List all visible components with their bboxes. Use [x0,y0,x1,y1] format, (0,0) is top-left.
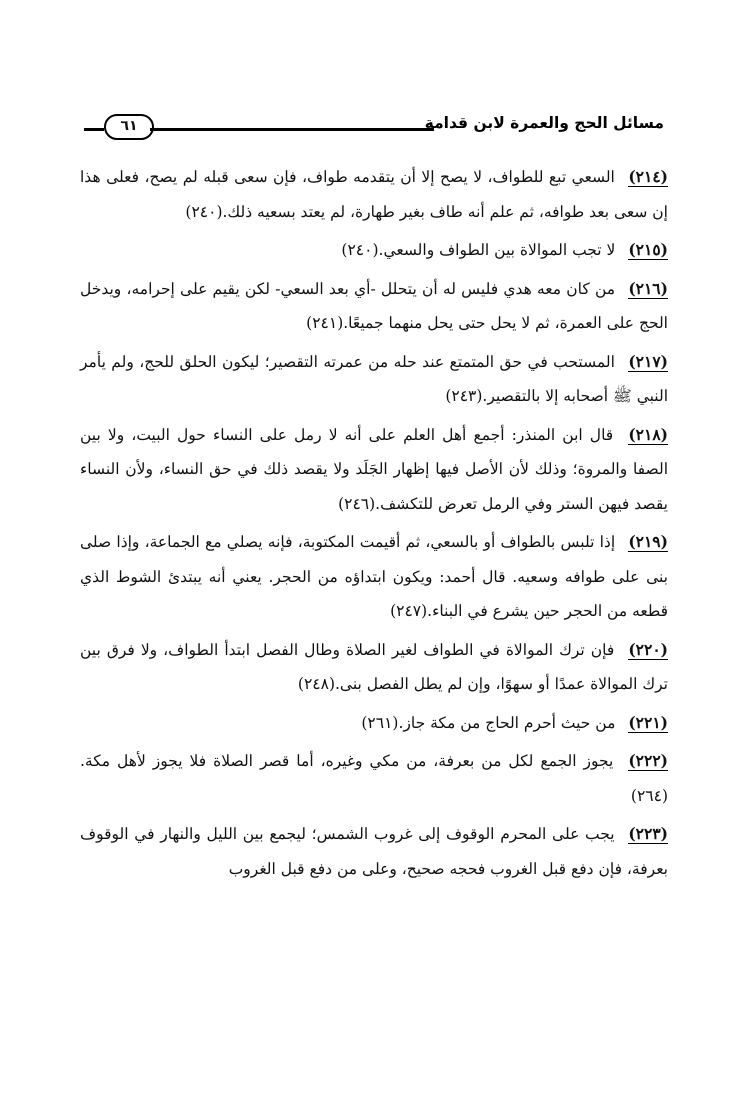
entry-219 [80,525,668,629]
entry-number: (٢٢٢) [628,751,668,770]
entry-215 [80,233,668,268]
entry-text: لا تجب الموالاة بين الطواف والسعي.(٢٤٠) [341,241,616,259]
entry-text: يجوز الجمع لكل من بعرفة، من مكي وغيره، أما قصر الصلاة فلا يجوز لأهل مكة.(٢٦٤) [80,752,668,805]
entry-number: (٢١٨) [628,424,668,444]
entry-text: يجب على المحرم الوقوف إلى غروب الشمس؛ ليجمع بين الليل والنهار في الوقوف بعرفة، فإن دفع قبل الغروب فحجه صحيح، وعلى من دفع قبل الغروب [80,825,668,878]
entry-216 [80,272,668,341]
entry-text: السعي تبع للطواف، لا يصح إلا أن يتقدمه طواف، فإن سعى قبله لم يصح، فعلى هذا إن سعى بعد طوافه، ثم علم أنه طاف بغير طهارة، لم يعتد بسعيه ذلك.(٢٤٠) [80,168,668,221]
page-body [80,160,668,890]
entry-number: (٢٢١) [628,712,668,732]
entry-222 [80,744,668,813]
entry-number: (٢١٩) [628,532,668,551]
header-rule-left [84,128,104,131]
entry-number: (٢٢٣) [628,824,668,843]
entry-text: المستحب في حق المتمتع عند حله من عمرته التقصير؛ ليكون الحلق للحج، ولم يأمر النبي ﷺ أصحابه إلا بالتقصير.(٢٤٣) [80,352,668,405]
entry-221 [80,706,668,741]
entry-220 [80,633,668,702]
entry-text: فإن ترك الموالاة في الطواف لغير الصلاة وطال الفصل ابتدأ الطواف، ولا فرق بين ترك الموالاة عمدًا أو سهوًا، وإن لم يطل الفصل بنى.(٢٤٨) [80,640,668,693]
entry-text: إذا تلبس بالطواف أو بالسعي، ثم أقيمت المكتوبة، فإنه يصلي مع الجماعة، وإذا صلى بنى على طوافه وسعيه. قال أحمد: ويكون ابتداؤه من الحجر. يعني أنه يبتدئ الشوط الذي قطعه من الحجر حين يشرع في البناء.(٢٤٧) [80,533,668,620]
entry-218 [80,418,668,522]
entry-text: من حيث أحرم الحاج من مكة جاز.(٢٦١) [361,713,616,732]
entry-text: قال ابن المنذر: أجمع أهل العلم على أنه لا رمل على النساء حول البيت، ولا بين الصفا والمروة؛ وذلك لأن الأصل فيها إظهار الجَلَد ولا يقصد ذلك في حق النساء، ولأن النساء يقصد فيهن الستر وفي الرمل تعرض للتكشف.(٢٤٦) [80,425,668,513]
entry-text: من كان معه هدي فليس له أن يتحلل -أي بعد السعي- لكن يقيم على إحرامه، ويدخل الحج على العمرة، ثم لا يحل حتى يحل منهما جميعًا.(٢٤١) [80,279,668,332]
running-header [84,108,664,148]
page-number-badge: ٦١ [104,114,154,140]
entry-number: (٢١٦) [628,278,668,298]
book-title: مسائل الحج والعمرة لابن قدامة [424,114,664,132]
entry-214 [80,160,668,229]
entry-217 [80,345,668,414]
entry-number: (٢٢٠) [628,639,668,659]
entry-number: (٢١٤) [628,167,668,186]
entry-223 [80,817,668,886]
entry-number: (٢١٧) [628,351,668,371]
entry-number: (٢١٥) [628,240,668,259]
header-rule [150,128,434,131]
